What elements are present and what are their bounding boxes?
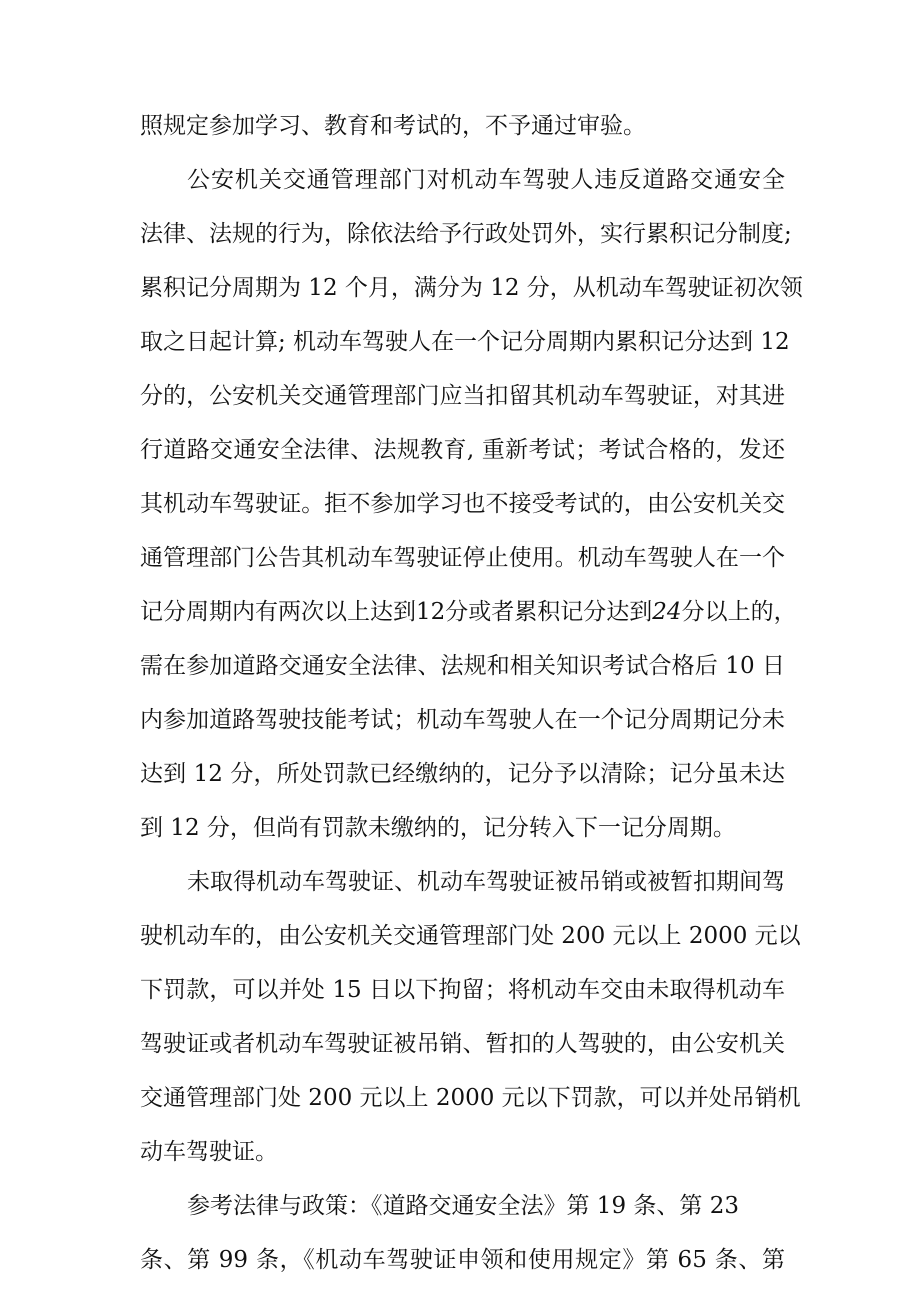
text-line: 参考法律与政策：《道路交通安全法》第 19 条、第 23 <box>187 1193 739 1219</box>
text-line: 通管理部门公告其机动车驾驶证停止使用。机动车驾驶人在一个 <box>140 545 785 571</box>
text-line: 条、第 99 条，《机动车驾驶证申领和使用规定》第 65 条、第 <box>140 1247 785 1273</box>
text-line: 需在参加道路交通安全法律、法规和相关知识考试合格后 10 日 <box>140 653 785 679</box>
text-line: 驾驶证或者机动车驾驶证被吊销、暂扣的人驾驶的，由公安机关 <box>140 1031 785 1057</box>
text-line: 驶机动车的，由公安机关交通管理部门处 200 元以上 2000 元以 <box>140 923 801 949</box>
text-segment: 分以上的， <box>681 599 797 625</box>
text-line: 累积记分周期为 12 个月，满分为 12 分，从机动车驾驶证初次领 <box>140 275 803 301</box>
text-segment: 记分周期内有两次以上达到12分或者累积记分达到 <box>140 599 653 625</box>
text-line: 法律、法规的行为，除依法给予行政处罚外，实行累积记分制度; <box>140 221 792 247</box>
text-line: 到 12 分，但尚有罚款未缴纳的，记分转入下一记分周期。 <box>140 815 736 841</box>
text-line: 行道路交通安全法律、法规教育, 重新考试；考试合格的，发还 <box>140 437 785 463</box>
text-line-mixed <box>140 590 797 644</box>
document-page <box>140 104 803 1292</box>
text-line: 取之日起计算; 机动车驾驶人在一个记分周期内累积记分达到 12 <box>140 329 790 355</box>
text-line: 动车驾驶证。 <box>140 1139 278 1165</box>
text-line: 公安机关交通管理部门对机动车驾驶人违反道路交通安全 <box>187 167 785 193</box>
text-line: 交通管理部门处 200 元以上 2000 元以下罚款，可以并处吊销机 <box>140 1085 801 1111</box>
italic-number: 24 <box>652 599 682 625</box>
text-line: 未取得机动车驾驶证、机动车驾驶证被吊销或被暂扣期间驾 <box>187 869 785 895</box>
text-line: 分的，公安机关交通管理部门应当扣留其机动车驾驶证，对其进 <box>140 383 785 409</box>
text-line: 下罚款，可以并处 15 日以下拘留；将机动车交由未取得机动车 <box>140 977 785 1003</box>
text-line: 其机动车驾驶证。拒不参加学习也不接受考试的，由公安机关交 <box>140 491 785 517</box>
text-line: 达到 12 分，所处罚款已经缴纳的，记分予以清除；记分虽未达 <box>140 761 785 787</box>
text-line: 照规定参加学习、教育和考试的，不予通过审验。 <box>140 113 646 139</box>
text-line: 内参加道路驾驶技能考试；机动车驾驶人在一个记分周期记分未 <box>140 707 785 733</box>
